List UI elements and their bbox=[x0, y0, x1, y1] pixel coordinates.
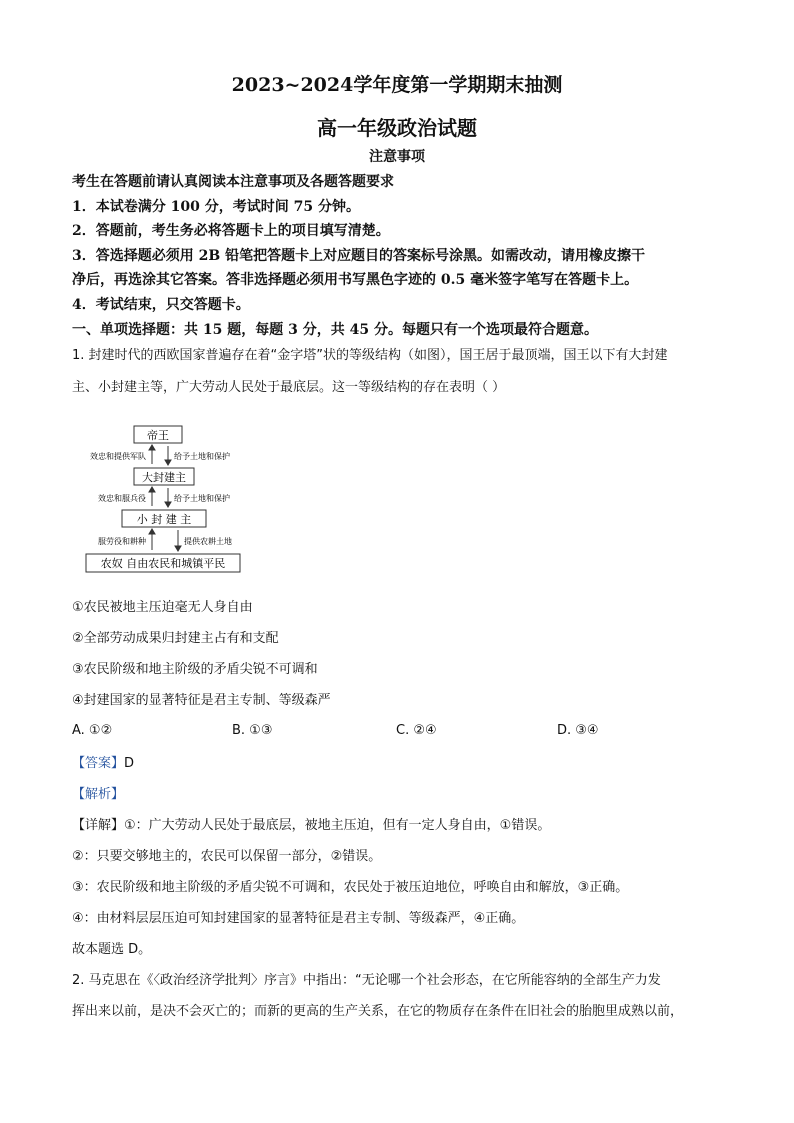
q1-stem-line-1: 1. 封建时代的西欧国家普遍存在着“金字塔”状的等级结构（如图），国王居于最顶端，国王以下有大封建 bbox=[72, 348, 668, 363]
notice-item-1: 1．本试卷满分 100 分，考试时间 75 分钟。 bbox=[72, 199, 360, 215]
notice-item-2: 2．答题前，考生务必将答题卡上的项目填写清楚。 bbox=[72, 223, 390, 239]
q1-detail-4: ④：由材料层层压迫可知封建国家的显著特征是君主专制、等级森严，④正确。 bbox=[72, 911, 525, 926]
q1-detail-2: ②：只要交够地主的，农民可以保留一部分，②错误。 bbox=[72, 849, 382, 864]
q1-stem-line-2: 主、小封建主等，广大劳动人民处于最底层。这一等级结构的存在表明（ ） bbox=[72, 380, 506, 395]
feudal-hierarchy-diagram bbox=[76, 420, 276, 580]
diagram-label-peasants: 农奴 自由农民和城镇平民 bbox=[100, 557, 226, 570]
section-heading: 一、单项选择题：共 15 题，每题 3 分，共 45 分。每题只有一个选项最符合题意。 bbox=[72, 322, 598, 338]
q1-statement-2: ②全部劳动成果归封建主占有和支配 bbox=[72, 631, 279, 646]
q1-option-b: B. ①③ bbox=[232, 723, 273, 738]
analysis-tag: 【解析】 bbox=[72, 787, 125, 802]
q1-statement-3: ③农民阶级和地主阶级的矛盾尖锐不可调和 bbox=[72, 662, 318, 677]
exam-title: 2023~2024学年度第一学期期末抽测 bbox=[231, 74, 563, 96]
q1-option-d: D. ③④ bbox=[557, 723, 599, 738]
detail-tag: 【详解】 bbox=[72, 818, 125, 833]
notice-item-4: 4．考试结束，只交答题卡。 bbox=[72, 297, 250, 313]
notice-intro: 考生在答题前请认真阅读本注意事项及各题答题要求 bbox=[72, 174, 394, 190]
q1-conclusion: 故本题选 D。 bbox=[72, 942, 152, 957]
q2-stem-line-1: 2. 马克思在《〈政治经济学批判〉序言》中指出：“无论哪一个社会形态，在它所能容纳的全部生产力发 bbox=[72, 973, 661, 988]
q1-option-c: C. ②④ bbox=[396, 723, 437, 738]
q1-detail-1 bbox=[72, 816, 732, 836]
notice-title: 注意事项 bbox=[369, 149, 425, 165]
diagram-label-great-lords: 大封建主 bbox=[142, 471, 186, 484]
diagram-arrow-up-2: 效忠和服兵役 bbox=[98, 494, 146, 503]
q1-detail-3: ③：农民阶级和地主阶级的矛盾尖锐不可调和，农民处于被压迫地位，呼唤自由和解放，③正确。 bbox=[72, 880, 629, 895]
q1-statement-1: ①农民被地主压迫毫无人身自由 bbox=[72, 600, 253, 615]
answer-value: D bbox=[124, 756, 135, 771]
q1-answer bbox=[72, 754, 732, 774]
diagram-arrow-down-3: 提供农耕土地 bbox=[184, 537, 232, 546]
diagram-label-minor-lords: 小 封 建 主 bbox=[136, 513, 192, 526]
diagram-arrow-down-2: 给予土地和保护 bbox=[174, 494, 230, 503]
q1-statement-4: ④封建国家的显著特征是君主专制、等级森严 bbox=[72, 693, 331, 708]
answer-tag: 【答案】 bbox=[72, 756, 125, 771]
diagram-arrow-up-3: 服劳役和耕种 bbox=[98, 537, 146, 546]
diagram-arrow-down-1: 给予土地和保护 bbox=[174, 452, 230, 461]
exam-subtitle: 高一年级政治试题 bbox=[317, 116, 477, 140]
notice-item-3a: 3．答选择题必须用 2B 铅笔把答题卡上对应题目的答案标号涂黑。如需改动，请用橡皮擦干 bbox=[72, 248, 646, 264]
diagram-arrow-up-1: 效忠和提供军队 bbox=[90, 452, 146, 461]
diagram-label-king: 帝王 bbox=[147, 429, 169, 442]
q1-option-a: A. ①② bbox=[72, 723, 113, 738]
detail-text-1: ①：广大劳动人民处于最底层，被地主压迫，但有一定人身自由，①错误。 bbox=[124, 818, 551, 833]
q2-stem-line-2: 挥出来以前，是决不会灭亡的；而新的更高的生产关系，在它的物质存在条件在旧社会的胎胞里成熟以前， bbox=[72, 1004, 684, 1019]
notice-item-3b: 净后，再选涂其它答案。答非选择题必须用书写黑色字迹的 0.5 毫米签字笔写在答题卡上。 bbox=[72, 272, 639, 288]
